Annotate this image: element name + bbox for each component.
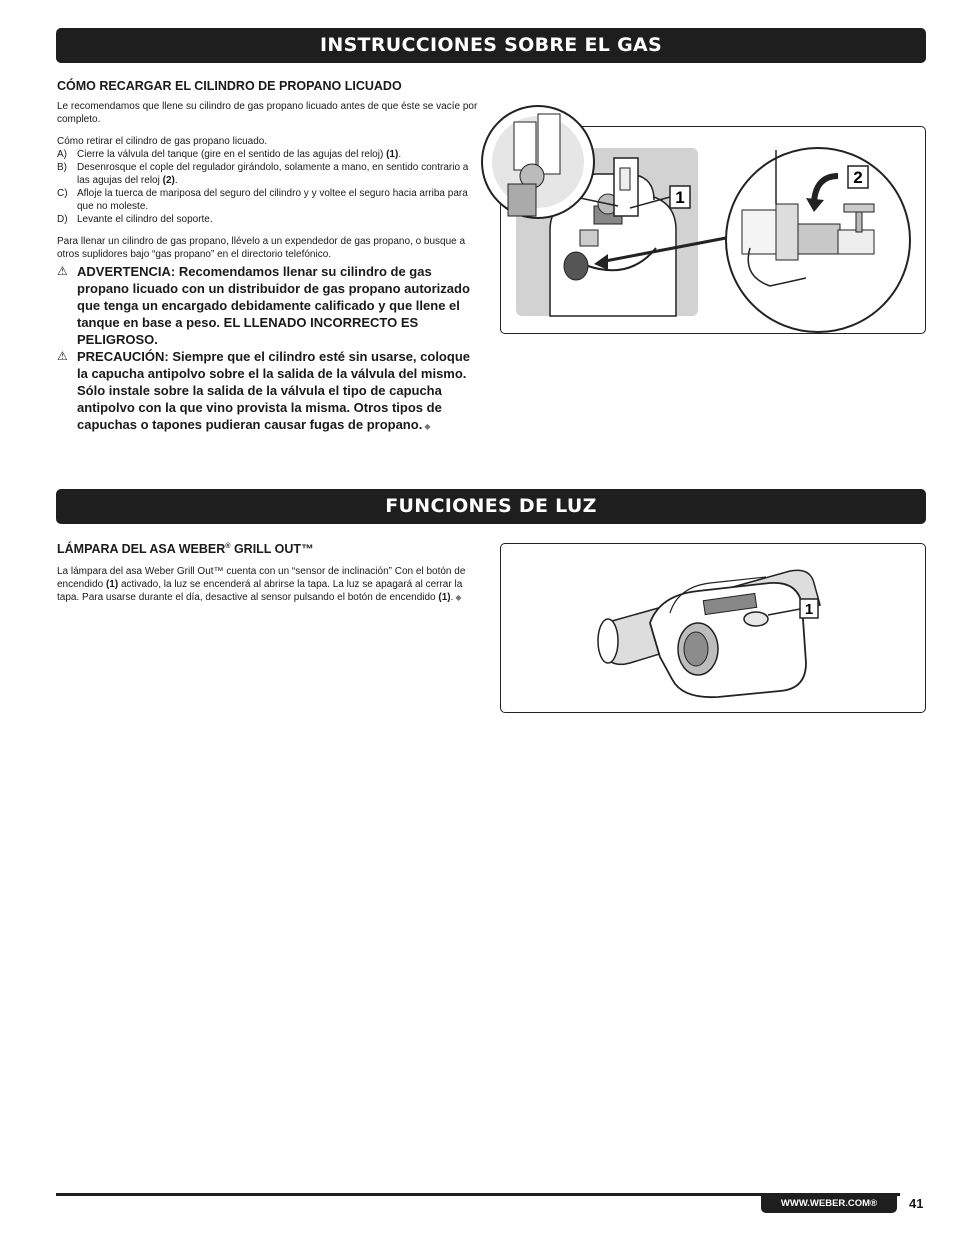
lamp-callout-1: 1	[804, 601, 814, 618]
caution-paragraph: ⚠ PRECAUCIÓN: Siempre que el cilindro esté sin usarse, coloque la capucha antipolvo sobre el la salida de la válvula del mismo. Sólo instale sobre la salida de la válvula el tipo de capucha antipolvo con la que vino provista la misma. Otros tipos de capuchas o tapones pudieran causar fugas de propano. ◆	[57, 349, 470, 432]
gas-text-column	[57, 79, 482, 435]
propane-cylinder-illustration	[480, 80, 930, 342]
step-item: C) Afloje la tuerca de mariposa del seguro del cilindro y y voltee el seguro hacia arriba para que no moleste.	[57, 188, 468, 212]
steps-intro: Cómo retirar el cilindro de gas propano licuado.	[57, 136, 268, 147]
light-text-column	[57, 542, 482, 604]
section-header-light: FUNCIONES DE LUZ	[56, 489, 926, 524]
warning-triangle-icon: ⚠	[57, 349, 68, 363]
warning-triangle-icon: ⚠	[57, 264, 68, 278]
step-item: B) Desenrosque el cople del regulador girándolo, solamente a mano, en sentido contrario a las agujas del reloj (2).	[57, 162, 469, 186]
step-item: A) Cierre la válvula del tanque (gire en el sentido de las agujas del reloj) (1).	[57, 149, 402, 160]
section-header-gas: INSTRUCCIONES SOBRE EL GAS	[56, 28, 926, 63]
diamond-icon: ◆	[424, 422, 431, 431]
handle-lamp-illustration	[500, 543, 926, 713]
lamp-description: La lámpara del asa Weber Grill Out™ cuenta con un “sensor de inclinación” Con el botón de encendido (1) activado, la luz se encenderá al abrirse la tapa. La luz se apagará al cerrar la tapa. Para usarse durante el día, desactive al sensor pulsando el botón de encendido (1). ◆	[57, 566, 466, 603]
website-link[interactable]: WWW.WEBER.COM®	[761, 1194, 897, 1213]
page-number: 41	[909, 1196, 924, 1211]
diamond-icon: ◆	[455, 593, 462, 602]
step-item: D) Levante el cilindro del soporte.	[57, 214, 213, 225]
intro-paragraph: Le recomendamos que llene su cilindro de gas propano licuado antes de que éste se vacíe por completo.	[57, 101, 478, 125]
figure-callout-2: 2	[853, 168, 863, 187]
subsection-title-lamp: LÁMPARA DEL ASA WEBER® GRILL OUT™	[57, 542, 314, 556]
subsection-title-refill: CÓMO RECARGAR EL CILINDRO DE PROPANO LICUADO	[57, 79, 402, 93]
steps-list	[57, 148, 482, 226]
refill-note: Para llenar un cilindro de gas propano, llévelo a un expendedor de gas propano, o busque a otros suplidores bajo “gas propano” en el directorio telefónico.	[57, 236, 466, 260]
figure-callout-1: 1	[675, 188, 685, 207]
warning-paragraph: ⚠ ADVERTENCIA: Recomendamos llenar su cilindro de gas propano licuado con un distribuidor de gas propano autorizado que tenga un encargado debidamente calificado y que llene el tanque en base a peso. EL LLENADO INCORRECTO ES PELIGROSO.	[57, 264, 470, 347]
